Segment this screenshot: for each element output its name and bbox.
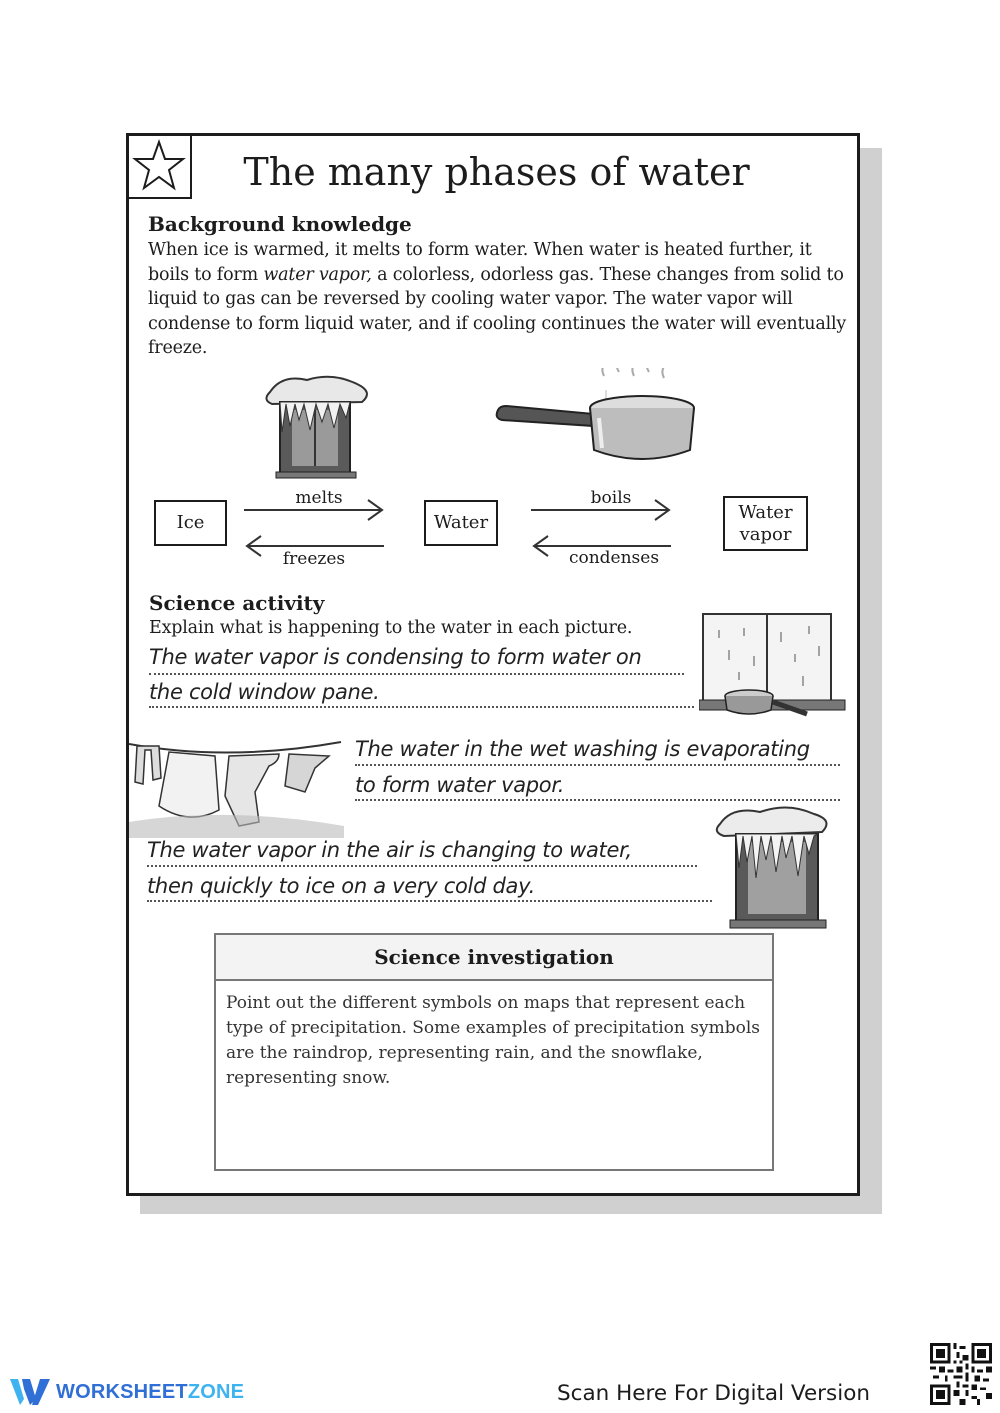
investigation-text: Point out the different symbols on maps that represent each type of precipitation. Some examples of precipitation symbols are the raindrop, representing rain, and the snowflake, representing snow. (226, 993, 760, 1088)
answer-3-rule-1 (147, 865, 697, 867)
label-condenses: condenses (568, 548, 660, 568)
label-melts: melts (295, 488, 343, 508)
star-icon (131, 138, 187, 194)
arrow-right-melts (242, 498, 387, 522)
worksheetzone-logo[interactable] (10, 1375, 244, 1409)
answer-2-line-1: The water in the wet washing is evaporating (355, 737, 810, 761)
background-heading: Background knowledge (148, 212, 412, 236)
label-freezes: freezes (282, 549, 346, 569)
answer-3-rule-2 (147, 900, 712, 902)
worksheet-page (126, 133, 860, 1196)
state-box-water: Water (424, 500, 498, 546)
state-box-water-vapor: Water vapor (723, 496, 808, 551)
background-text-part2: a colorless, odorless gas. These changes from solid to liquid to gas can be reversed by cooling water vapor. The water vapor will condense to form liquid water, and if cooling continues the water will eventually freeze. (148, 264, 847, 359)
answer-2-line-2: to form water vapor. (355, 773, 565, 797)
answer-3-line-1: The water vapor in the air is changing to water, (147, 838, 632, 862)
answer-1-rule-2 (149, 706, 694, 708)
background-text (148, 238, 848, 361)
worksheetzone-logo-icon (10, 1377, 52, 1407)
label-boils: boils (590, 488, 632, 508)
investigation-heading: Science investigation (216, 935, 772, 981)
investigation-box (214, 933, 774, 1171)
page-title: The many phases of water (243, 150, 750, 194)
star-badge (126, 133, 192, 199)
icicle-window-illustration (714, 802, 836, 932)
answer-2-rule-1 (355, 764, 840, 766)
background-text-emphasis: water vapor, (263, 264, 372, 285)
answer-2-rule-2 (355, 799, 840, 801)
brand-name-accent: ZONE (187, 1380, 245, 1403)
qr-code-icon[interactable] (930, 1343, 992, 1405)
activity-instruction: Explain what is happening to the water in each picture. (149, 618, 633, 638)
answer-1-line-2: the cold window pane. (149, 680, 380, 704)
condensation-window-illustration (699, 610, 847, 728)
frozen-window-illustration (262, 372, 377, 482)
state-box-ice: Ice (154, 500, 227, 546)
background-text-part1: When ice is warmed, it melts to form water. When water is heated further, it boils to form (148, 240, 812, 285)
brand-name-main: WORKSHEET (56, 1380, 188, 1403)
activity-heading: Science activity (149, 591, 325, 615)
answer-3-line-2: then quickly to ice on a very cold day. (147, 874, 535, 898)
answer-1-line-1: The water vapor is condensing to form water on (149, 645, 642, 669)
saucepan-illustration (494, 368, 704, 473)
scan-text: Scan Here For Digital Version (557, 1381, 870, 1406)
washing-line-illustration (129, 726, 344, 838)
brand-name (56, 1381, 244, 1404)
answer-1-rule-1 (149, 673, 684, 675)
arrow-right-boils (529, 498, 674, 522)
